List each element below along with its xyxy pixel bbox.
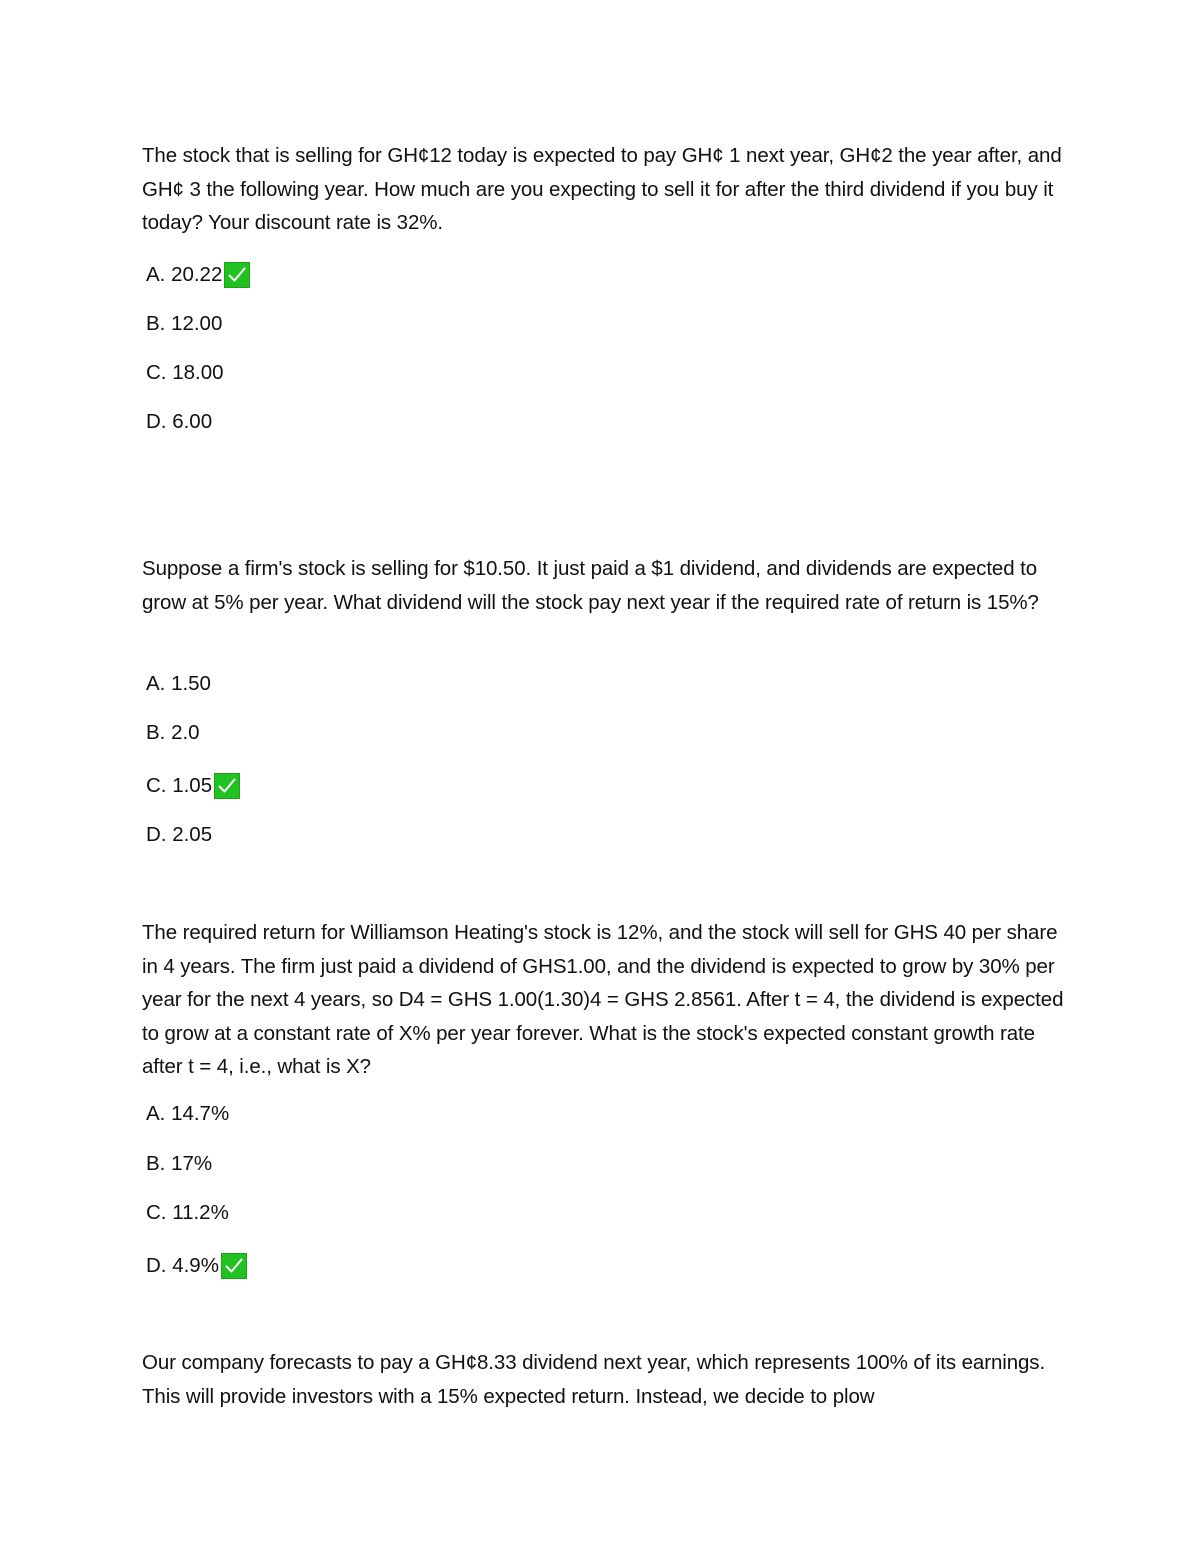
question-2-option-a (146, 670, 211, 698)
option-label: A. 1.50 (146, 672, 211, 695)
question-1-option-d (146, 408, 212, 436)
option-label: D. 4.9% (146, 1254, 219, 1277)
option-label: D. 6.00 (146, 410, 213, 433)
check-mark-icon (221, 1253, 247, 1279)
question-2-option-c (146, 772, 240, 800)
question-1-option-b (146, 310, 222, 338)
option-label: B. 2.0 (146, 721, 200, 744)
check-mark-icon (224, 262, 250, 288)
check-mark-icon (214, 773, 240, 799)
option-label: C. 1.05 (146, 774, 213, 797)
question-2-option-d (146, 821, 212, 849)
option-label: A. 20.22 (146, 263, 223, 286)
option-label: D. 2.05 (146, 823, 213, 846)
option-label: C. 11.2% (146, 1201, 229, 1224)
question-3-option-b (146, 1150, 212, 1178)
question-1-option-c (146, 359, 224, 387)
question-3-text: The required return for Williamson Heating's stock is 12%, and the stock will sell for GHS 40 per share in 4 years. The firm just paid a dividend of GHS1.00, and the dividend is expected to grow by 30% per year for the next 4 years, so D4 = GHS 1.00(1.30)4 = GHS 2.8561. After t = 4, the dividend is expected to grow at a constant rate of X% per year forever. What is the stock's expected constant growth rate after t = 4, i.e., what is X? (142, 921, 1064, 1078)
question-3-option-d (146, 1252, 247, 1280)
question-3-option-c (146, 1199, 229, 1227)
question-1-option-a (146, 261, 250, 289)
question-4-text: Our company forecasts to pay a GH¢8.33 dividend next year, which represents 100% of its earnings. This will provide investors with a 15% expected return. Instead, we decide to plow (142, 1351, 1046, 1408)
question-3-option-a (146, 1100, 229, 1128)
question-1-text: The stock that is selling for GH¢12 today is expected to pay GH¢ 1 next year, GH¢2 the year after, and GH¢ 3 the following year. How much are you expecting to sell it for after the third dividend if you buy it today? Your discount rate is 32%. (142, 144, 1062, 234)
option-label: B. 17% (146, 1152, 213, 1175)
question-2-text: Suppose a firm's stock is selling for $10.50. It just paid a $1 dividend, and dividends are expected to grow at 5% per year. What dividend will the stock pay next year if the required rate of return is 15%? (142, 557, 1039, 614)
option-label: A. 14.7% (146, 1102, 230, 1125)
option-label: B. 12.00 (146, 312, 223, 335)
question-2-option-b (146, 719, 200, 747)
option-label: C. 18.00 (146, 361, 224, 384)
